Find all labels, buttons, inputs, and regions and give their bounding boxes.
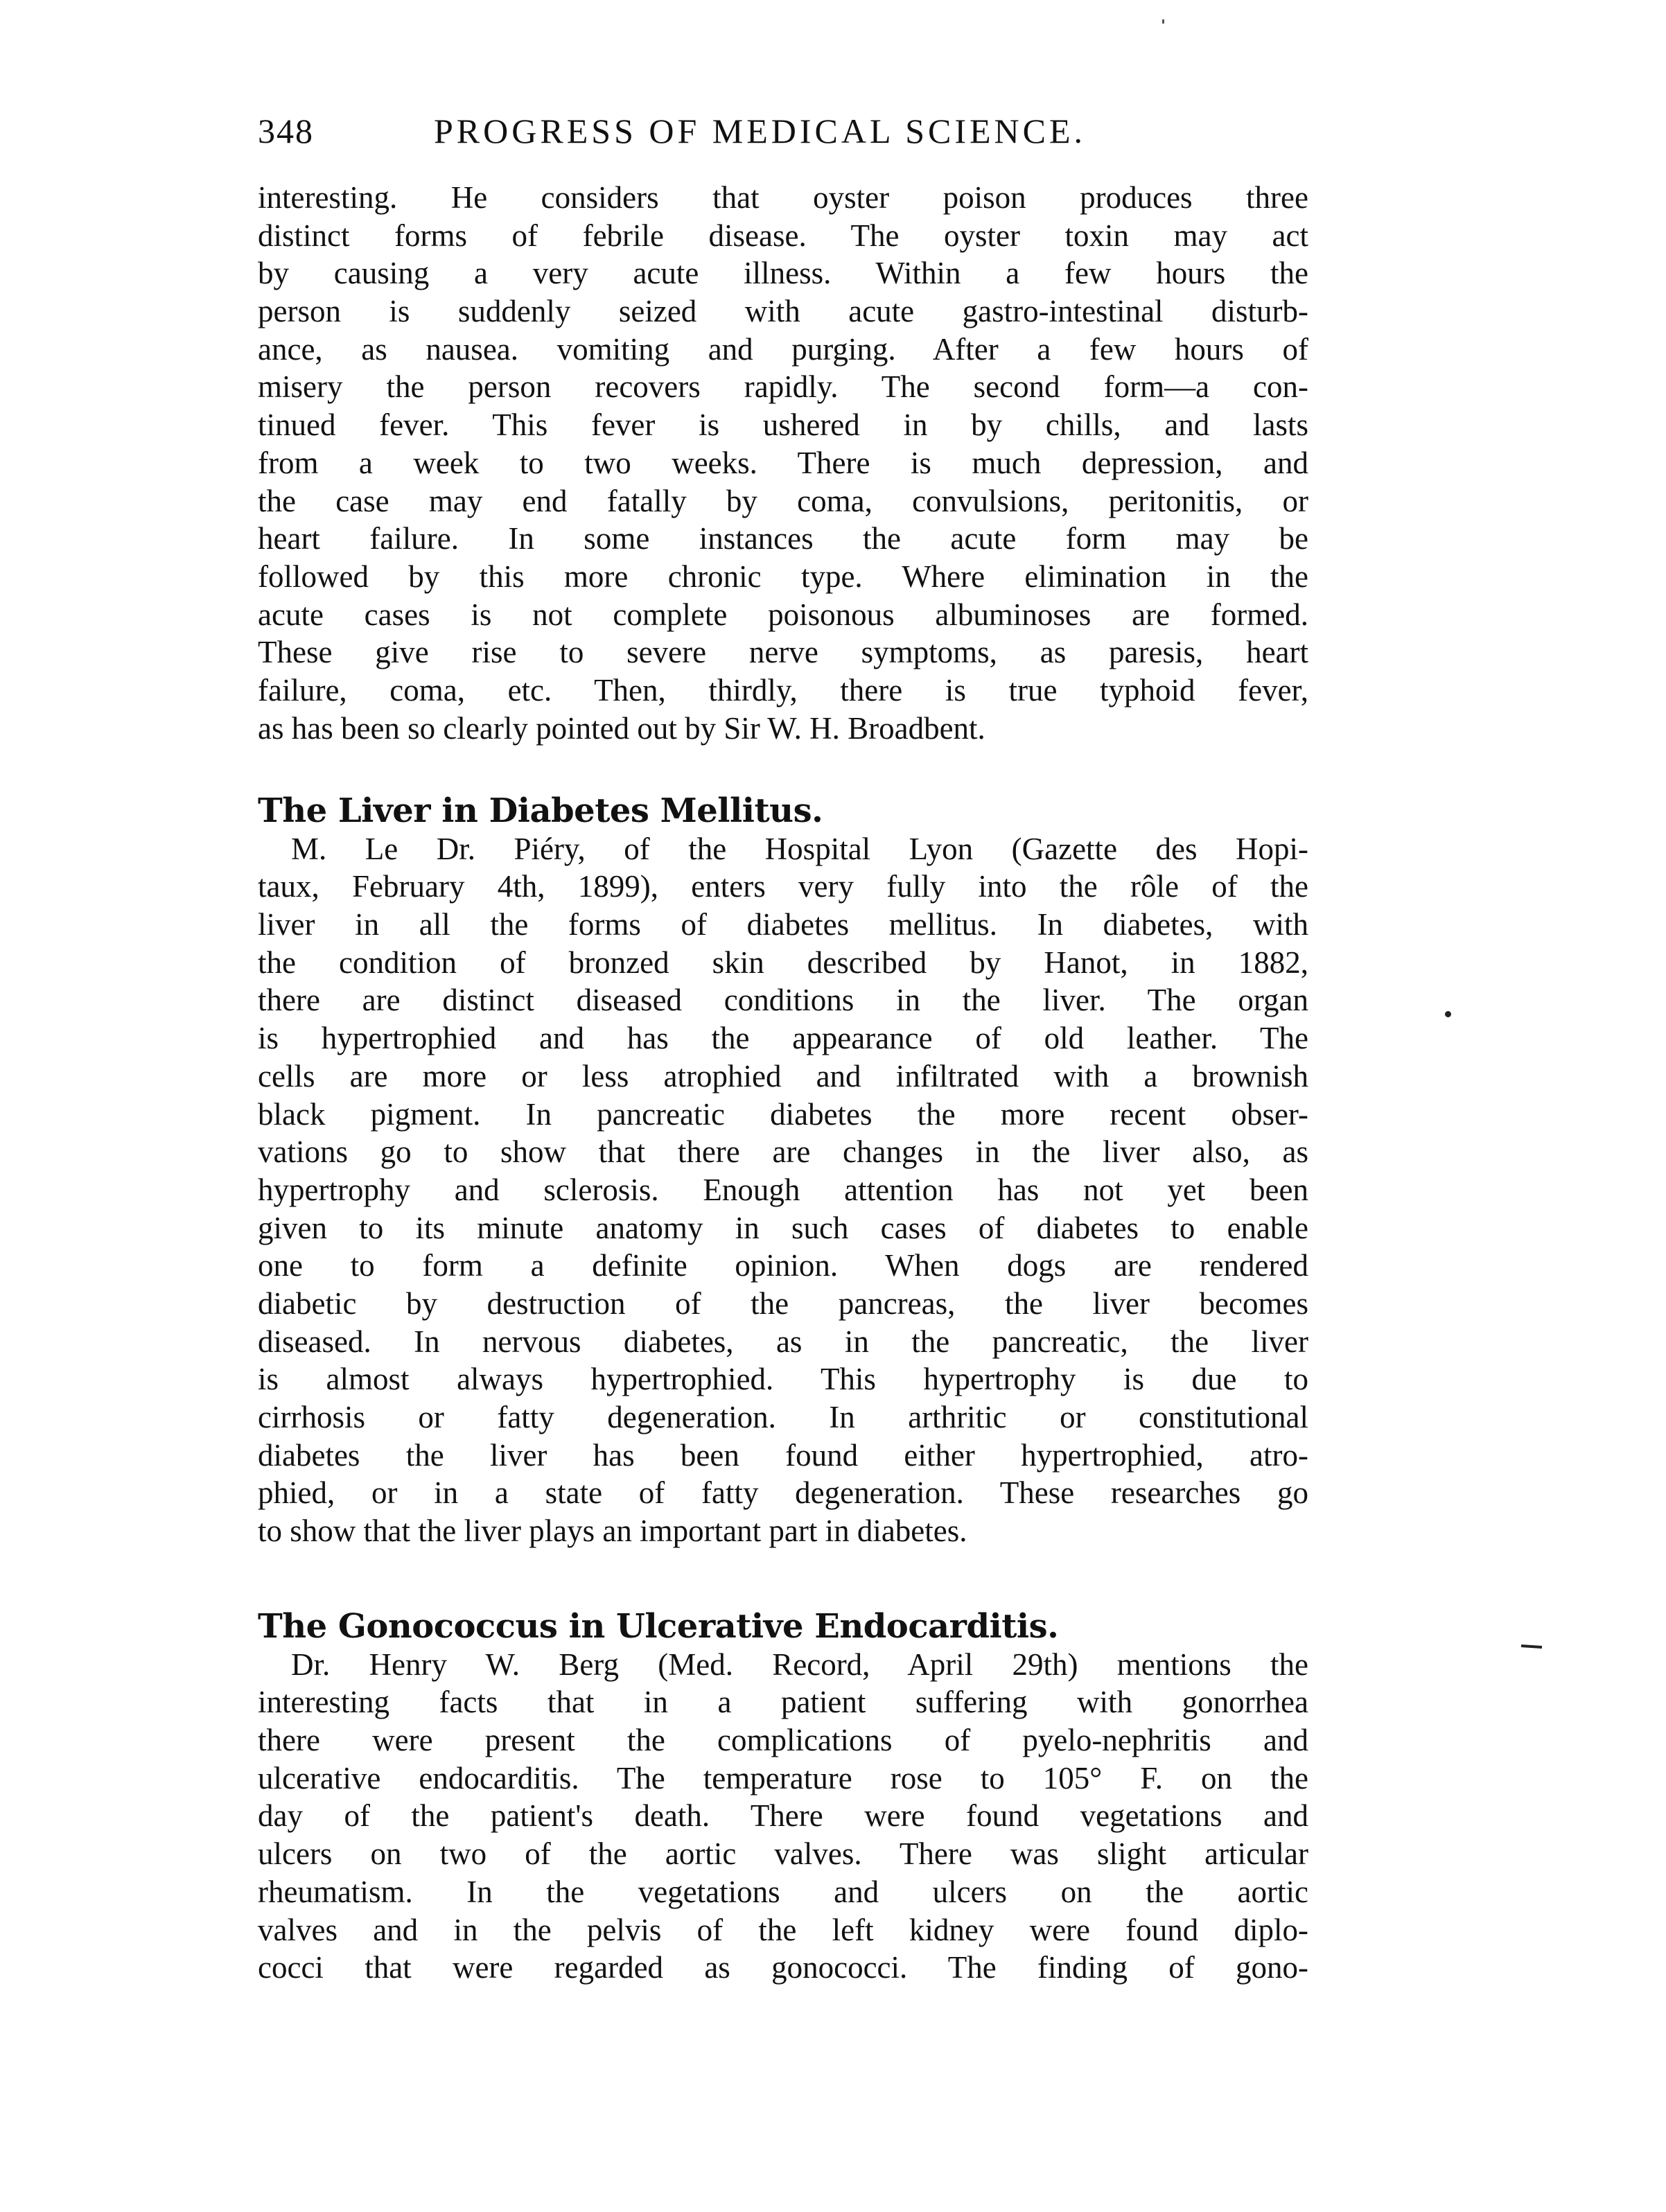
body-line: followed by this more chronic type. Where elimination in the <box>258 559 1308 594</box>
body-line: cirrhosis or fatty degeneration. In arthritic or constitutional <box>258 1400 1308 1434</box>
section-gonococcus-endocarditis <box>258 1608 1308 1987</box>
body-line: diabetes the liver has been found either hypertrophied, atro- <box>258 1437 1308 1473</box>
scan-speck <box>1521 1644 1542 1649</box>
body-line: one to form a definite opinion. When dogs are rendered <box>258 1248 1308 1283</box>
body-line: tinued fever. This fever is ushered in by chills, and lasts <box>258 407 1308 443</box>
body-line: is almost always hypertrophied. This hypertrophy is due to <box>258 1362 1308 1397</box>
body-line: taux, February 4th, 1899), enters very fully into the rôle of the <box>258 869 1308 904</box>
body-line: ulcers on two of the aortic valves. There was slight articular <box>258 1836 1308 1872</box>
scan-speck <box>1162 19 1164 24</box>
body-line: black pigment. In pancreatic diabetes the more recent obser- <box>258 1096 1308 1132</box>
body-line: diseased. In nervous diabetes, as in the pancreatic, the liver <box>258 1324 1308 1359</box>
section-liver-diabetes <box>258 792 1308 1550</box>
body-line: distinct forms of febrile disease. The oyster toxin may act <box>258 218 1308 253</box>
body-line: liver in all the forms of diabetes mellitus. In diabetes, with <box>258 907 1308 942</box>
body-line: These give rise to severe nerve symptoms, as paresis, heart <box>258 635 1308 670</box>
page-number: 348 <box>258 112 314 150</box>
body-line: given to its minute anatomy in such cases of diabetes to enable <box>258 1210 1308 1245</box>
body-line: ulcerative endocarditis. The temperature rose to 105° F. on the <box>258 1760 1308 1796</box>
body-line: day of the patient's death. There were found vegetations and <box>258 1798 1308 1834</box>
body-line: cells are more or less atrophied and infiltrated with a brownish <box>258 1058 1308 1094</box>
body-line: by causing a very acute illness. Within a few hours the <box>258 256 1308 291</box>
scan-speck <box>1445 1011 1451 1017</box>
body-line: there are distinct diseased conditions in the liver. The organ <box>258 983 1308 1018</box>
body-line: Dr. Henry W. Berg (Med. Record, April 29th) mentions the <box>291 1647 1308 1682</box>
section-oyster-continued <box>258 179 1308 747</box>
body-line: rheumatism. In the vegetations and ulcers on the aortic <box>258 1874 1308 1909</box>
body-line: vations go to show that there are changes in the liver also, as <box>258 1134 1308 1170</box>
body-line: the case may end fatally by coma, convulsions, peritonitis, or <box>258 483 1308 518</box>
body-line: valves and in the pelvis of the left kidney were found diplo- <box>258 1912 1308 1947</box>
page-header <box>258 104 1308 159</box>
body-line: there were present the complications of pyelo-nephritis and <box>258 1723 1308 1758</box>
body-line: heart failure. In some instances the acute form may be <box>258 521 1308 556</box>
body-line: diabetic by destruction of the pancreas, the liver becomes <box>258 1285 1308 1321</box>
running-head: PROGRESS OF MEDICAL SCIENCE. <box>434 112 1087 150</box>
body-line: is hypertrophied and has the appearance of old leather. The <box>258 1021 1308 1056</box>
body-line: to show that the liver plays an important part in diabetes. <box>258 1513 967 1549</box>
body-line: person is suddenly seized with acute gastro-intestinal disturb- <box>258 294 1308 329</box>
body-line: acute cases is not complete poisonous albuminoses are formed. <box>258 597 1308 632</box>
body-line: interesting. He considers that oyster poison produces three <box>258 180 1308 215</box>
body-line: M. Le Dr. Piéry, of the Hospital Lyon (Gazette des Hopi- <box>291 831 1308 866</box>
body-line: from a week to two weeks. There is much depression, and <box>258 445 1308 480</box>
body-line: phied, or in a state of fatty degeneration. These researches go <box>258 1475 1308 1511</box>
body-line: as has been so clearly pointed out by Sir W. H. Broadbent. <box>258 710 985 746</box>
body-line: ance, as nausea. vomiting and purging. After a few hours of <box>258 331 1308 367</box>
body-line: cocci that were regarded as gonococci. The finding of gono- <box>258 1950 1308 1985</box>
body-line: interesting facts that in a patient suffering with gonorrhea <box>258 1685 1308 1720</box>
section-heading: The Gonococcus in Ulcerative Endocarditis. <box>258 1607 1059 1646</box>
body-line: hypertrophy and sclerosis. Enough attention has not yet been <box>258 1172 1308 1207</box>
section-heading: The Liver in Diabetes Mellitus. <box>258 791 823 830</box>
body-line: misery the person recovers rapidly. The second form—a con- <box>258 369 1308 405</box>
body-line: the condition of bronzed skin described by Hanot, in 1882, <box>258 945 1308 980</box>
body-line: failure, coma, etc. Then, thirdly, there is true typhoid fever, <box>258 672 1308 708</box>
